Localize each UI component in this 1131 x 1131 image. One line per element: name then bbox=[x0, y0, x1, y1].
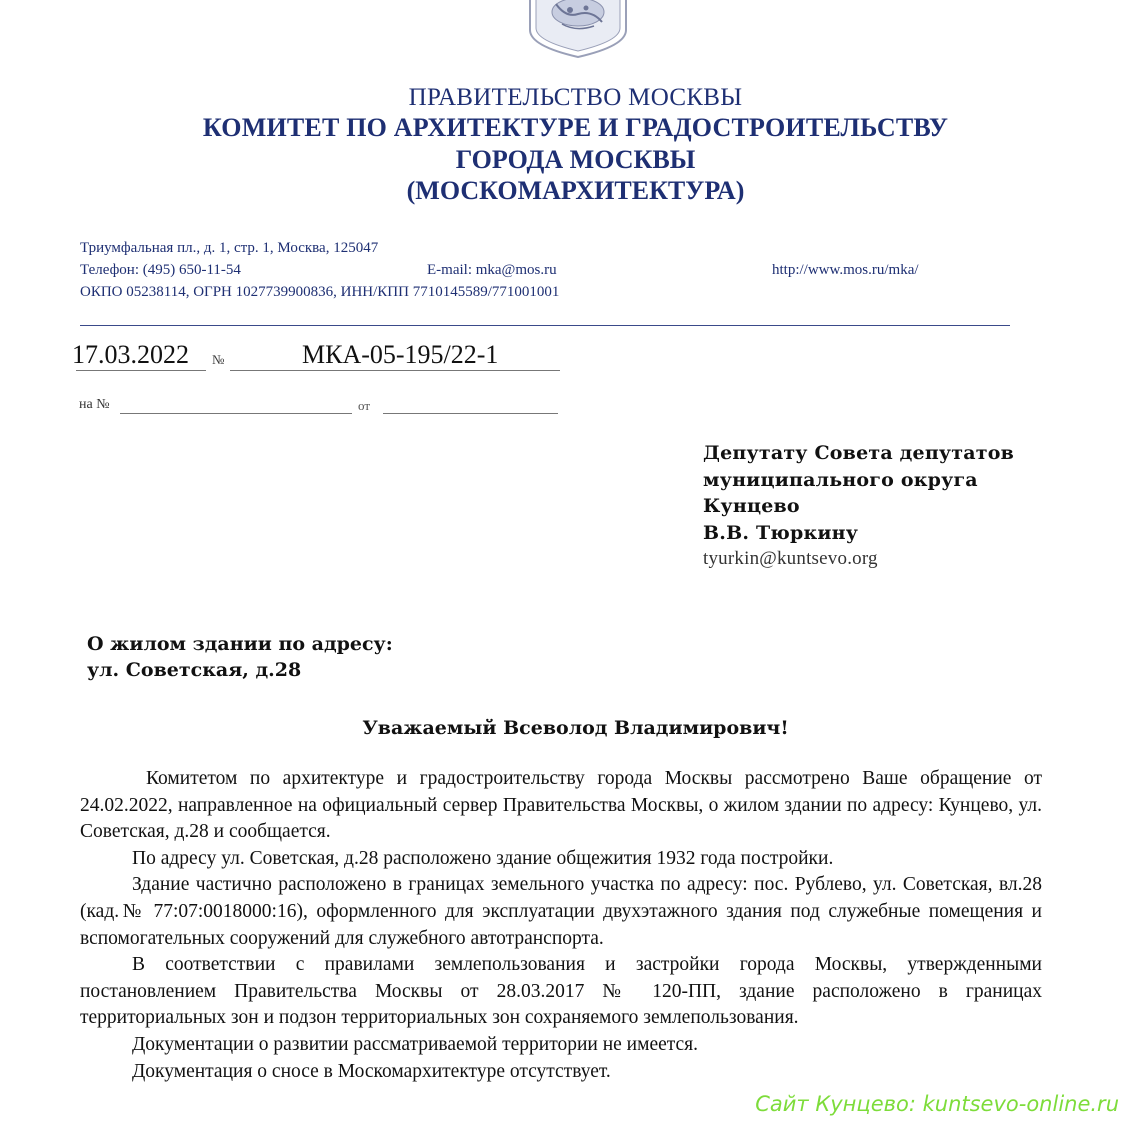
contact-website: http://www.mos.ru/mka/ bbox=[772, 262, 919, 278]
addressee-line2: муниципального округа bbox=[703, 469, 978, 491]
subject-line1: О жилом здании по адресу: bbox=[87, 633, 393, 655]
registration-number-underline bbox=[230, 370, 560, 371]
registration-date-underline bbox=[76, 370, 206, 371]
government-title: ПРАВИТЕЛЬСТВО МОСКВЫ bbox=[408, 84, 743, 111]
body-paragraph-4: В соответствии с правилами землепользования и застройки города Москвы, утвержденными постановлением Правительства Москвы от 28.03.2017 № 120-ПП, здание расположено в границах территориальных зон и подзон территориальных зон сохраняемого землепользования. bbox=[80, 954, 1042, 1029]
addressee-line3: Кунцево bbox=[703, 495, 800, 517]
body-paragraph-3: Здание частично расположено в границах земельного участка по адресу: пос. Рублево, ул. Советская, вл.28 (кад.№ 77:07:0018000:16), оформленного для эксплуатации двухэтажного здания под служебные помещения и вспомогательных сооружений для служебного автотранспорта. bbox=[80, 874, 1042, 949]
body-paragraph-5: Документации о развитии рассматриваемой территории не имеется. bbox=[132, 1033, 699, 1055]
reference-date-underline bbox=[383, 413, 558, 414]
body-paragraph-1: Комитетом по архитектуре и градостроительству города Москвы рассмотрено Ваше обращение от 24.02.2022, направленное на официальный сервер Правительства Москвы, о жилом здании по адресу: Кунцево, ул. Советская, д.28 и сообщается. bbox=[80, 768, 1042, 843]
addressee-line1: Депутату Совета депутатов bbox=[703, 442, 1015, 464]
addressee-email: tyurkin@kuntsevo.org bbox=[703, 548, 878, 569]
registration-date: 17.03.2022 bbox=[72, 340, 189, 369]
site-watermark: Сайт Кунцево: kuntsevo-online.ru bbox=[755, 1092, 1119, 1116]
registration-number: МКА-05-195/22-1 bbox=[302, 340, 499, 369]
subject-line2: ул. Советская, д.28 bbox=[87, 659, 302, 681]
committee-title-line1: КОМИТЕТ ПО АРХИТЕКТУРЕ И ГРАДОСТРОИТЕЛЬСТВУ bbox=[202, 113, 949, 142]
committee-title-line2: ГОРОДА МОСКВЫ bbox=[455, 145, 696, 174]
reference-date-label: от bbox=[358, 398, 371, 413]
moscow-coat-of-arms-icon bbox=[526, 0, 630, 58]
greeting: Уважаемый Всеволод Владимирович! bbox=[362, 717, 789, 739]
header-divider bbox=[80, 325, 1010, 326]
contact-email: E-mail: mka@mos.ru bbox=[427, 262, 557, 278]
contact-phone: Телефон: (495) 650-11-54 bbox=[80, 262, 241, 278]
contact-codes: ОКПО 05238114, ОГРН 1027739900836, ИНН/КПП 7710145589/771001001 bbox=[80, 284, 560, 300]
body-paragraph-6: Документация о сносе в Москомархитектуре отсутствует. bbox=[132, 1060, 611, 1082]
letter-body bbox=[80, 766, 1042, 1085]
registration-number-label: № bbox=[212, 352, 225, 367]
body-paragraph-2: По адресу ул. Советская, д.28 расположено здание общежития 1932 года постройки. bbox=[132, 847, 834, 869]
committee-title-line3: (МОСКОМАРХИТЕКТУРА) bbox=[406, 176, 745, 205]
addressee-name: В.В. Тюркину bbox=[703, 522, 859, 544]
reference-number-underline bbox=[120, 413, 352, 414]
reference-number-label: на № bbox=[79, 397, 110, 412]
contact-address: Триумфальная пл., д. 1, стр. 1, Москва, 125047 bbox=[80, 240, 379, 256]
